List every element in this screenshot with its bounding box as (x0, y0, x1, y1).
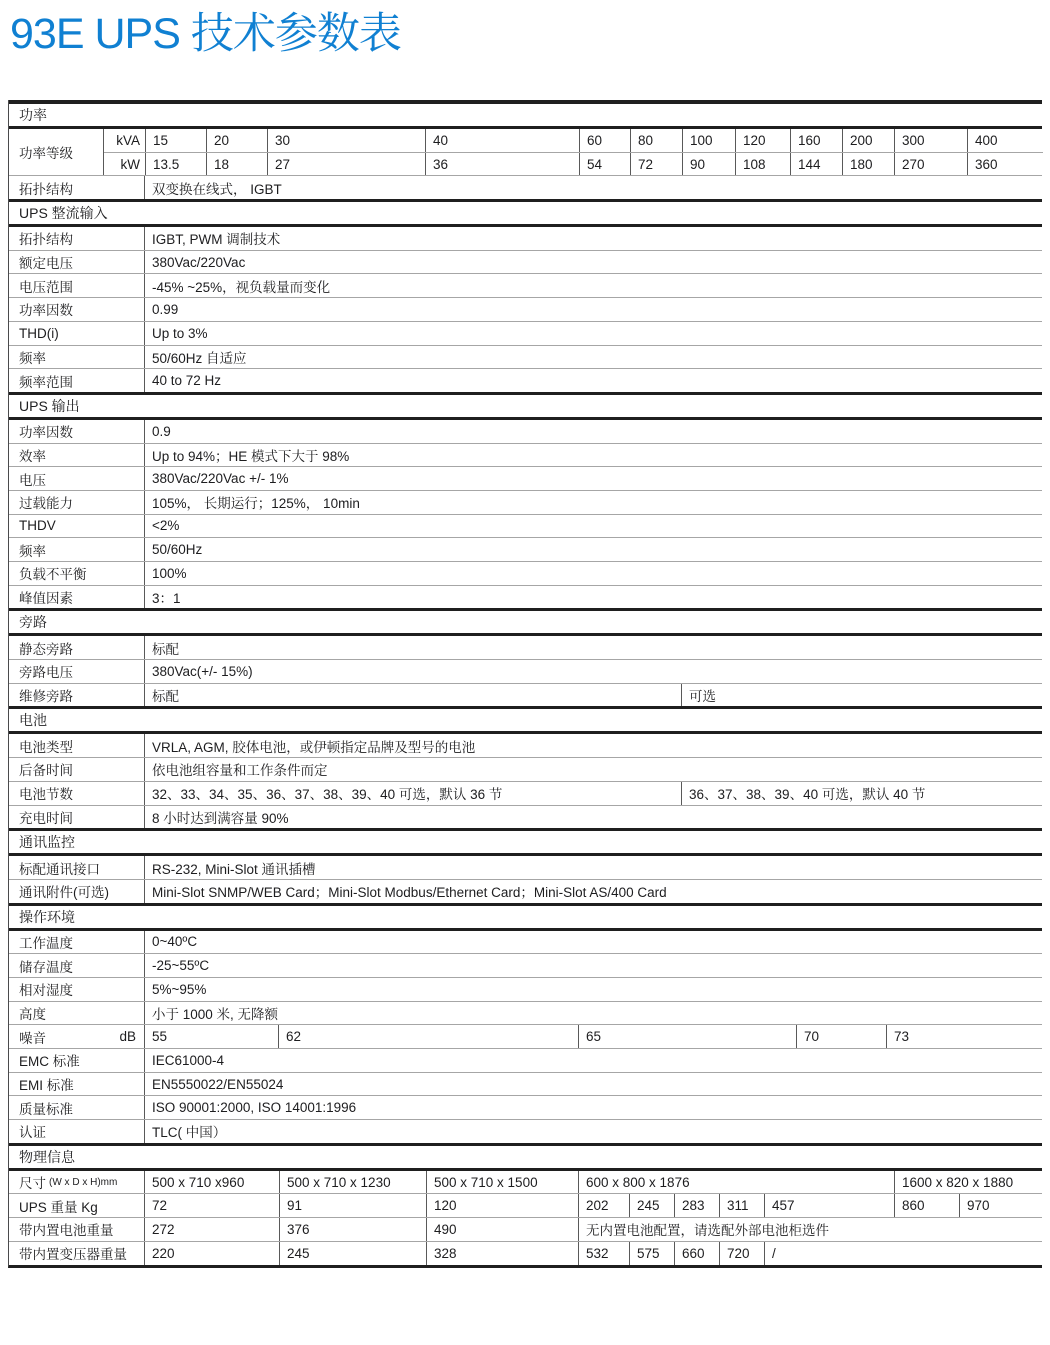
spec-value: 3：1 (144, 586, 1042, 609)
table-row (9, 443, 1042, 467)
transformer-weight-cell: 532 (578, 1242, 629, 1265)
weight-cell: 860 (894, 1194, 959, 1217)
spec-value: 105%， 长期运行；125%， 10min (144, 491, 1042, 514)
table-row (9, 879, 1042, 903)
noise-label: 噪音 (19, 1030, 46, 1046)
spec-label: 储存温度 (19, 959, 73, 975)
dimension-cell: 500 x 710 x 1230 (279, 1171, 426, 1194)
spec-value: 380Vac/220Vac +/- 1% (144, 467, 1042, 490)
spec-value: 8 小时达到满容量 90% (144, 806, 1042, 829)
battery-weight-note: 无内置电池配置，请选配外部电池柜选件 (578, 1218, 1042, 1241)
kw-cell: 13.5 (145, 153, 206, 176)
section-rectifier (9, 199, 1042, 392)
spec-value: Up to 94%；HE 模式下大于 98% (144, 444, 1042, 467)
kw-cell: 54 (579, 153, 630, 176)
table-row (9, 420, 1042, 443)
table-row (9, 931, 1042, 954)
spec-label: UPS 重量 Kg (19, 1199, 98, 1215)
section-header-environment: 操作环境 (9, 903, 1042, 931)
table-row (9, 757, 1042, 781)
table-row (9, 250, 1042, 274)
spec-value: 40 to 72 Hz (144, 369, 1042, 392)
kva-cell: 20 (206, 129, 267, 152)
spec-value: TLC( 中国） (144, 1120, 1042, 1143)
spec-value: -45% ~25%，视负载量而变化 (144, 274, 1042, 297)
table-row (9, 977, 1042, 1001)
spec-value: VRLA, AGM, 胶体电池，或伊顿指定品牌及型号的电池 (144, 734, 1042, 757)
kw-cell: 72 (630, 153, 682, 176)
spec-label: 带内置变压器重量 (19, 1247, 127, 1263)
spec-cell: 32、33、34、35、36、37、38、39、40 可选，默认 36 节 (144, 782, 681, 805)
section-header-comm: 通讯监控 (9, 828, 1042, 856)
kva-row (104, 129, 1043, 152)
spec-value: IGBT, PWM 调制技术 (144, 227, 1042, 250)
table-row (9, 1095, 1042, 1119)
noise-cell: 65 (578, 1025, 796, 1048)
spec-label: 认证 (19, 1125, 46, 1141)
kw-cell: 144 (790, 153, 842, 176)
section-comm (9, 828, 1042, 902)
spec-label: 过载能力 (19, 496, 73, 512)
weight-cell: 245 (629, 1194, 674, 1217)
table-row (9, 321, 1042, 345)
spec-label: 频率 (19, 350, 46, 366)
table-row (9, 659, 1042, 683)
spec-label: 维修旁路 (19, 689, 73, 705)
weight-cell: 91 (279, 1194, 426, 1217)
power-rating-grid (103, 129, 1043, 175)
weight-cell: 120 (426, 1194, 578, 1217)
section-environment (9, 903, 1042, 1143)
table-row (9, 1001, 1042, 1025)
spec-label: 充电时间 (19, 810, 73, 826)
spec-label: THDV (19, 518, 56, 534)
kva-cell: 300 (894, 129, 967, 152)
section-header-power: 功率 (9, 100, 1042, 129)
table-row (9, 1048, 1042, 1072)
table-row (9, 734, 1042, 757)
spec-label: THD(i) (19, 325, 59, 341)
spec-value: RS-232, Mini-Slot 通讯插槽 (144, 856, 1042, 879)
table-row (9, 227, 1042, 250)
table-row (9, 368, 1042, 392)
spec-label: 负载不平衡 (19, 567, 87, 583)
table-row (9, 1072, 1042, 1096)
kw-cell: 18 (206, 153, 267, 176)
spec-value: 小于 1000 米, 无降额 (144, 1002, 1042, 1025)
noise-cell: 62 (278, 1025, 578, 1048)
spec-label: 频率 (19, 543, 46, 559)
dimension-cell: 500 x 710 x960 (144, 1171, 279, 1194)
noise-unit: dB (119, 1029, 136, 1045)
noise-label-cell (9, 1025, 144, 1048)
dimensions-row (9, 1171, 1042, 1194)
table-row (9, 781, 1042, 805)
spec-label: 工作温度 (19, 935, 73, 951)
spec-value: 380Vac/220Vac (144, 251, 1042, 274)
spec-label: 效率 (19, 448, 46, 464)
spec-label: 功率因数 (19, 303, 73, 319)
spec-value: 标配 (144, 636, 1042, 659)
spec-value: 0.9 (144, 420, 1042, 443)
table-row (9, 1119, 1042, 1143)
spec-label: 标配通讯接口 (19, 861, 100, 877)
transformer-weight-cell: 660 (674, 1242, 719, 1265)
kw-cell: 270 (894, 153, 967, 176)
spec-label: 额定电压 (19, 256, 73, 272)
kva-cell: 100 (682, 129, 735, 152)
kva-unit: kVA (116, 132, 140, 148)
kw-cell: 180 (842, 153, 894, 176)
section-output (9, 392, 1042, 609)
section-header-battery: 电池 (9, 706, 1042, 734)
kw-cell: 90 (682, 153, 735, 176)
spec-value: -25~55ºC (144, 954, 1042, 977)
transformer-weight-row (9, 1241, 1042, 1265)
kva-cell: 80 (630, 129, 682, 152)
noise-cell: 55 (144, 1025, 278, 1048)
spec-label: 通讯附件(可选) (19, 885, 109, 901)
kw-row (104, 152, 1043, 176)
spec-label: EMI 标准 (19, 1078, 74, 1094)
transformer-weight-cell: 220 (144, 1242, 279, 1265)
table-row (9, 805, 1042, 829)
spec-label: 功率因数 (19, 425, 73, 441)
weight-cell: 72 (144, 1194, 279, 1217)
table-row (9, 585, 1042, 609)
kw-cell: 27 (267, 153, 425, 176)
kva-cell: 15 (145, 129, 206, 152)
spec-label: 高度 (19, 1006, 46, 1022)
spec-value: ISO 90001:2000, ISO 14001:1996 (144, 1096, 1042, 1119)
transformer-weight-cell: 575 (629, 1242, 674, 1265)
spec-value: 50/60Hz 自适应 (144, 346, 1042, 369)
spec-value: <2% (144, 515, 1042, 538)
section-battery (9, 706, 1042, 828)
table-row (9, 297, 1042, 321)
spec-label: 旁路电压 (19, 665, 73, 681)
battery-weight-cell: 490 (426, 1218, 578, 1241)
table-row (9, 490, 1042, 514)
dimension-cell: 600 x 800 x 1876 (578, 1171, 894, 1194)
spec-value: 100% (144, 562, 1042, 585)
dimensions-unit: (W x D x H)mm (49, 1176, 118, 1188)
weight-cell: 311 (719, 1194, 764, 1217)
spec-label: 电压 (19, 472, 46, 488)
kva-cell: 160 (790, 129, 842, 152)
table-row (9, 466, 1042, 490)
power-rating-block (9, 129, 1042, 175)
weight-cell: 283 (674, 1194, 719, 1217)
power-rating-label: 功率等级 (19, 146, 73, 162)
spec-label: 静态旁路 (19, 641, 73, 657)
transformer-weight-cell: 720 (719, 1242, 764, 1265)
spec-value: 5%~95% (144, 978, 1042, 1001)
kw-cell: 36 (425, 153, 579, 176)
spec-label: 电池节数 (19, 787, 73, 803)
spec-value: EN5550022/EN55024 (144, 1073, 1042, 1096)
transformer-weight-cell: 328 (426, 1242, 578, 1265)
battery-weight-row (9, 1217, 1042, 1241)
ups-weight-row (9, 1193, 1042, 1217)
kva-cell: 60 (579, 129, 630, 152)
noise-cell: 73 (886, 1025, 1042, 1048)
section-power (9, 100, 1042, 199)
kw-cell: 360 (967, 153, 1043, 176)
spec-value: 380Vac(+/- 15%) (144, 660, 1042, 683)
spec-label: 电池类型 (19, 739, 73, 755)
spec-value: IEC61000-4 (144, 1049, 1042, 1072)
spec-cell: 可选 (681, 684, 1042, 707)
table-row (9, 345, 1042, 369)
spec-label: 频率范围 (19, 374, 73, 390)
section-physical (9, 1143, 1042, 1265)
dimension-cell: 500 x 710 x 1500 (426, 1171, 578, 1194)
spec-label: 质量标准 (19, 1101, 73, 1117)
spec-value: 双变换在线式， IGBT (144, 176, 1042, 199)
kva-cell: 400 (967, 129, 1043, 152)
spec-label: 拓扑结构 (19, 232, 73, 248)
dimensions-label-cell (9, 1171, 144, 1194)
spec-table (8, 100, 1042, 1268)
table-row (9, 514, 1042, 538)
spec-label: 电压范围 (19, 279, 73, 295)
dimension-cell: 1600 x 820 x 1880 (894, 1171, 1042, 1194)
spec-label: EMC 标准 (19, 1054, 80, 1070)
weight-cell: 202 (578, 1194, 629, 1217)
spec-value: 0~40ºC (144, 931, 1042, 954)
section-header-physical: 物理信息 (9, 1143, 1042, 1171)
spec-value: 0.99 (144, 298, 1042, 321)
section-bypass (9, 608, 1042, 706)
noise-row (9, 1024, 1042, 1048)
page-title: 93E UPS 技术参数表 (10, 10, 401, 58)
spec-value: 50/60Hz (144, 538, 1042, 561)
transformer-weight-cell: / (764, 1242, 1042, 1265)
kva-cell: 120 (735, 129, 790, 152)
section-header-bypass: 旁路 (9, 608, 1042, 636)
table-row (9, 537, 1042, 561)
spec-label: 相对湿度 (19, 983, 73, 999)
spec-label: 带内置电池重量 (19, 1223, 114, 1239)
spec-label: 后备时间 (19, 763, 73, 779)
kw-cell: 108 (735, 153, 790, 176)
kva-cell: 30 (267, 129, 425, 152)
section-header-rectifier: UPS 整流输入 (9, 199, 1042, 227)
transformer-weight-cell: 245 (279, 1242, 426, 1265)
table-row (9, 953, 1042, 977)
weight-cell: 457 (764, 1194, 894, 1217)
spec-value: Up to 3% (144, 322, 1042, 345)
kva-cell: 200 (842, 129, 894, 152)
table-row (9, 683, 1042, 707)
spec-value: Mini-Slot SNMP/WEB Card；Mini-Slot Modbus/Ethernet Card；Mini-Slot AS/400 Card (144, 880, 1042, 903)
table-row (9, 175, 1042, 199)
spec-cell: 标配 (144, 684, 681, 707)
table-row (9, 636, 1042, 659)
kva-cell: 40 (425, 129, 579, 152)
noise-cell: 70 (796, 1025, 886, 1048)
table-row (9, 561, 1042, 585)
section-header-output: UPS 输出 (9, 392, 1042, 420)
spec-label: 峰值因素 (19, 591, 73, 607)
spec-cell: 36、37、38、39、40 可选，默认 40 节 (681, 782, 1042, 805)
table-row (9, 856, 1042, 879)
battery-weight-cell: 376 (279, 1218, 426, 1241)
spec-label: 拓扑结构 (19, 181, 73, 197)
dimensions-label: 尺寸 (19, 1176, 46, 1192)
kw-unit: kW (120, 156, 140, 172)
battery-weight-cell: 272 (144, 1218, 279, 1241)
weight-cell: 970 (959, 1194, 1042, 1217)
spec-value: 依电池组容量和工作条件而定 (144, 758, 1042, 781)
table-row (9, 273, 1042, 297)
